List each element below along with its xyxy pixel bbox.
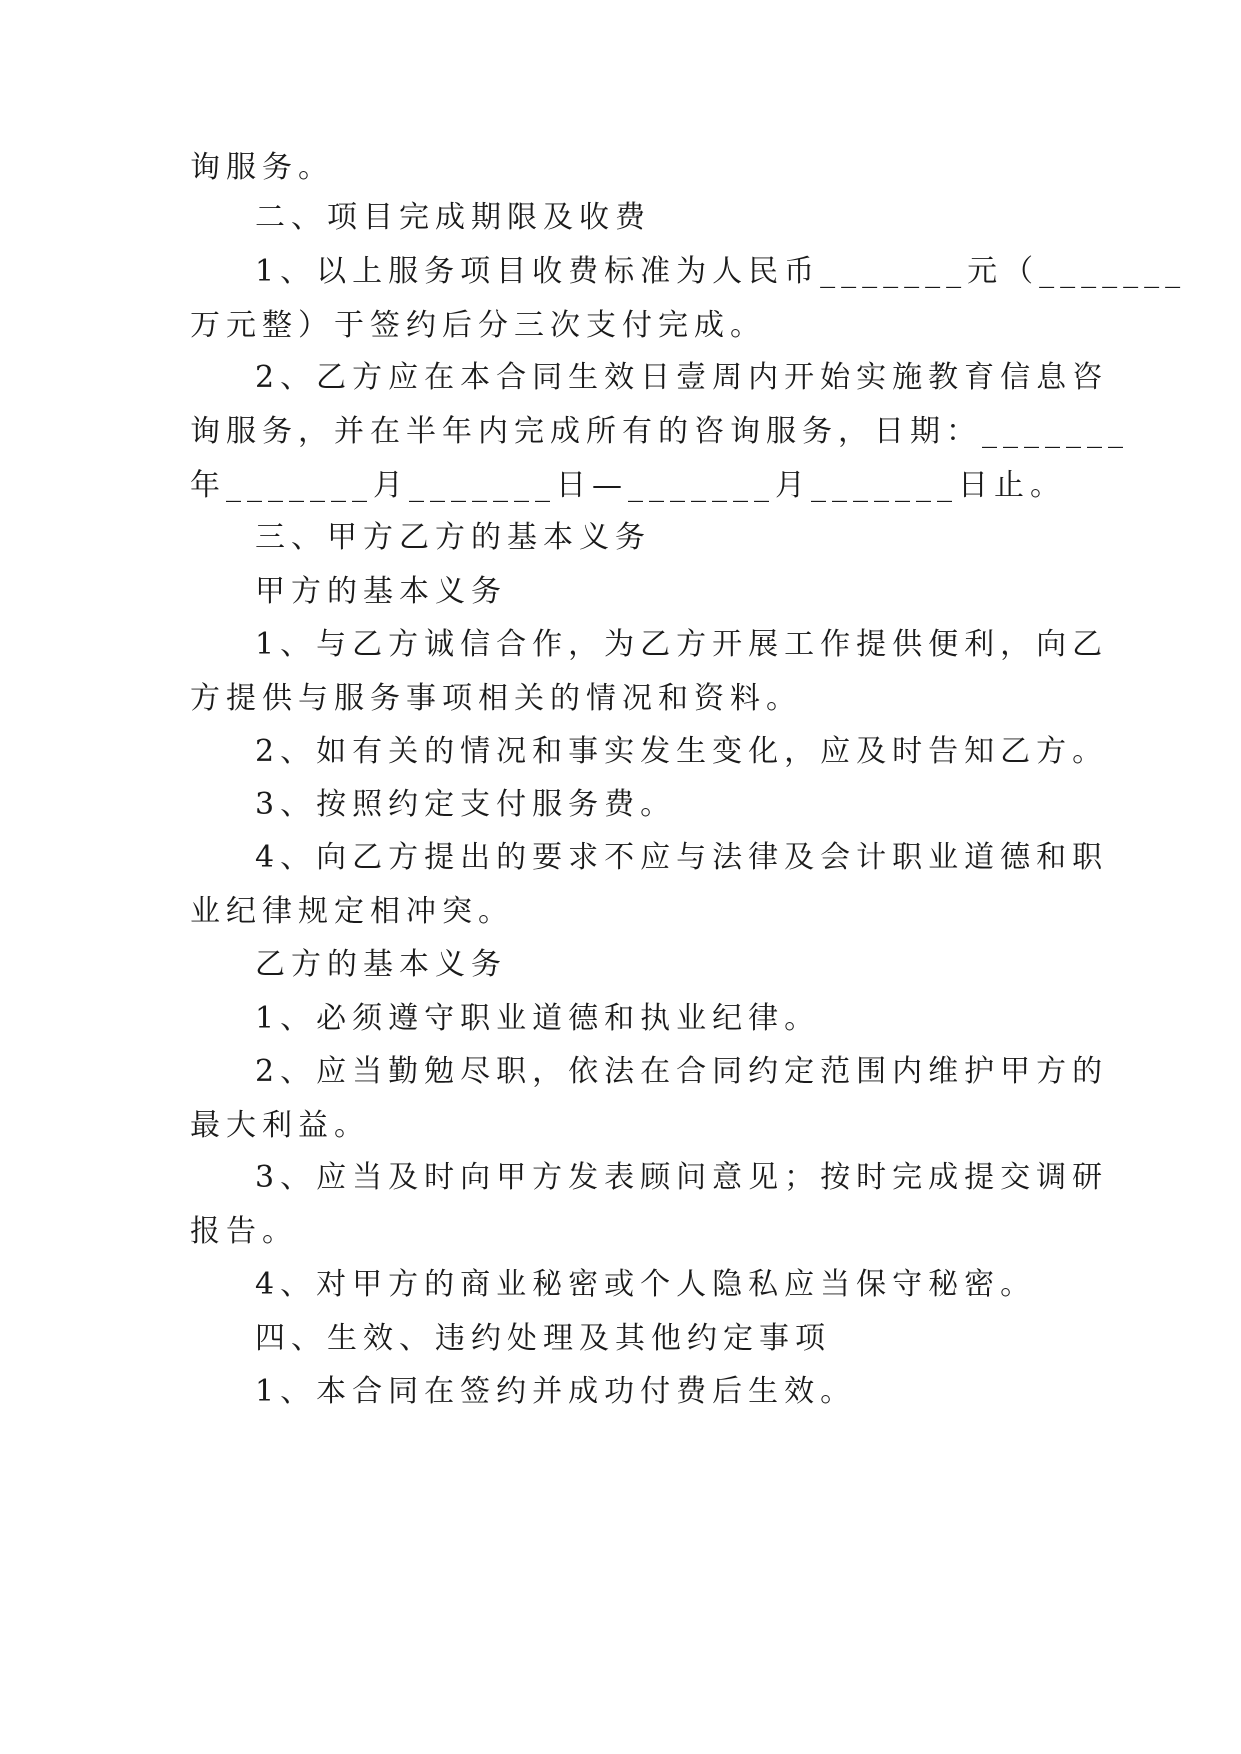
text-line: 2、如有关的情况和事实发生变化，应及时告知乙方。 <box>255 734 1109 769</box>
section-heading: 四、生效、违约处理及其他约定事项 <box>255 1321 831 1356</box>
text-line: 1、以上服务项目收费标准为人民币_______元（_______ <box>255 254 1187 289</box>
subsection-heading: 甲方的基本义务 <box>255 574 507 609</box>
text-line: 询服务，并在半年内完成所有的咨询服务，日期：_______ <box>190 414 1129 449</box>
text-line: 万元整）于签约后分三次支付完成。 <box>190 308 766 343</box>
text-line: 1、与乙方诚信合作，为乙方开展工作提供便利，向乙 <box>255 627 1109 662</box>
text-line: 2、应当勤勉尽职，依法在合同约定范围内维护甲方的 <box>255 1054 1109 1089</box>
text-line: 3、按照约定支付服务费。 <box>255 787 677 822</box>
text-line: 最大利益。 <box>190 1108 370 1143</box>
text-line: 4、对甲方的商业秘密或个人隐私应当保守秘密。 <box>255 1267 1037 1302</box>
text-line: 方提供与服务事项相关的情况和资料。 <box>190 681 802 716</box>
section-heading: 三、甲方乙方的基本义务 <box>255 520 651 555</box>
text-line: 业纪律规定相冲突。 <box>190 894 514 929</box>
text-line: 3、应当及时向甲方发表顾问意见；按时完成提交调研 <box>255 1160 1109 1195</box>
text-line: 1、必须遵守职业道德和执业纪律。 <box>255 1001 821 1036</box>
text-line: 询服务。 <box>190 150 334 185</box>
section-heading: 二、项目完成期限及收费 <box>255 200 651 235</box>
text-line: 报告。 <box>190 1214 298 1249</box>
subsection-heading: 乙方的基本义务 <box>255 947 507 982</box>
text-line: 2、乙方应在本合同生效日壹周内开始实施教育信息咨 <box>255 360 1109 395</box>
text-line: 年_______月_______日—_______月_______日止。 <box>190 468 1066 503</box>
text-line: 1、本合同在签约并成功付费后生效。 <box>255 1374 857 1409</box>
text-line: 4、向乙方提出的要求不应与法律及会计职业道德和职 <box>255 840 1109 875</box>
